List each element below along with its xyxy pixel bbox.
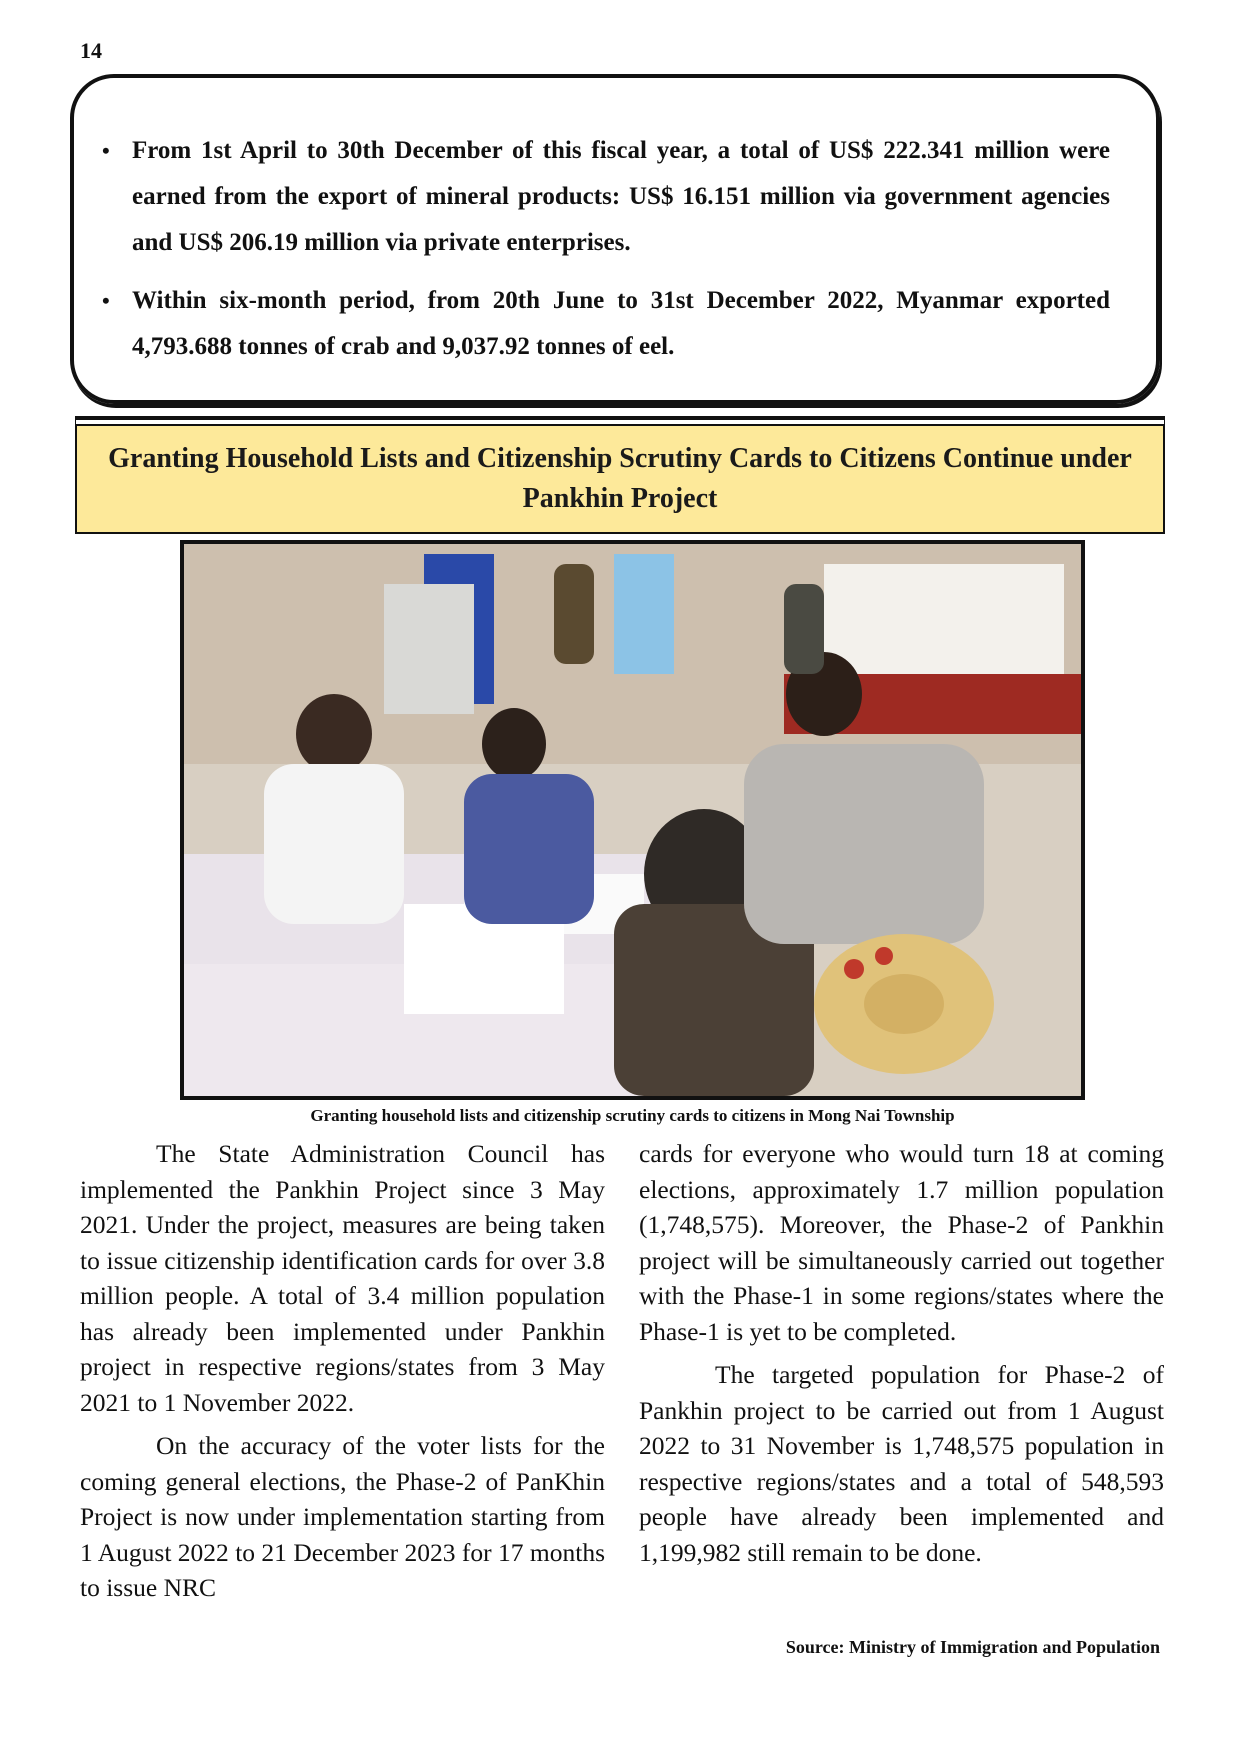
page-number: 14 [80,38,102,63]
article-paragraph: On the accuracy of the voter lists for the coming general elections, the Phase-2 of PanKhin Project is now under implementation starting from 1 August 2022 to 21 December 2023 for 17 months to issue NRC [80,1431,605,1602]
bullet-icon: • [102,138,110,163]
article-paragraph: cards for everyone who would turn 18 at coming elections, approximately 1.7 million population (1,748,575). Moreover, the Phase-2 of Pankhin project will be simultaneously carried out together with the Phase-1 in some regions/states where the Phase-1 is yet to be completed. [639,1139,1164,1346]
bullet-icon: • [102,288,110,313]
highlights-box [70,74,1160,404]
article-paragraph: The targeted population for Phase-2 of Pankhin project to be carried out from 1 August 2022 to 31 November is 1,748,575 population in respective regions/states and a total of 548,593 people have already been implemented and 1,199,982 still remain to be done. [639,1360,1164,1567]
highlight-item [94,128,1110,266]
photo-caption: Granting household lists and citizenship scrutiny cards to citizens in Mong Nai Township [310,1106,955,1125]
highlights-list [94,128,1110,370]
article-column-right [639,1136,1164,1578]
highlight-text: From 1st April to 30th December of this fiscal year, a total of US$ 222.341 million were earned from the export of mineral products: US$ 16.151 million via government agencies and US$ 206.19 million via private enterprises. [132,137,1110,256]
article-title: Granting Household Lists and Citizenship Scrutiny Cards to Citizens Continue under Pankhin Project [75,424,1165,534]
photo-illustration [184,544,1081,1096]
article-column-left [80,1136,605,1614]
highlight-text: Within six-month period, from 20th June to 31st December 2022, Myanmar exported 4,793.688 tonnes of crab and 9,037.92 tonnes of eel. [132,287,1110,360]
article-photo [180,540,1085,1100]
article-paragraph: The State Administration Council has implemented the Pankhin Project since 3 May 2021. Under the project, measures are being taken to issue citizenship identification cards for over 3.8 million people. A total of 3.4 million population has already been implemented under Pankhin project in respective regions/states from 3 May 2021 to 1 November 2022. [80,1139,605,1417]
source-credit: Source: Ministry of Immigration and Population [785,1637,1160,1657]
highlight-item [94,278,1110,370]
